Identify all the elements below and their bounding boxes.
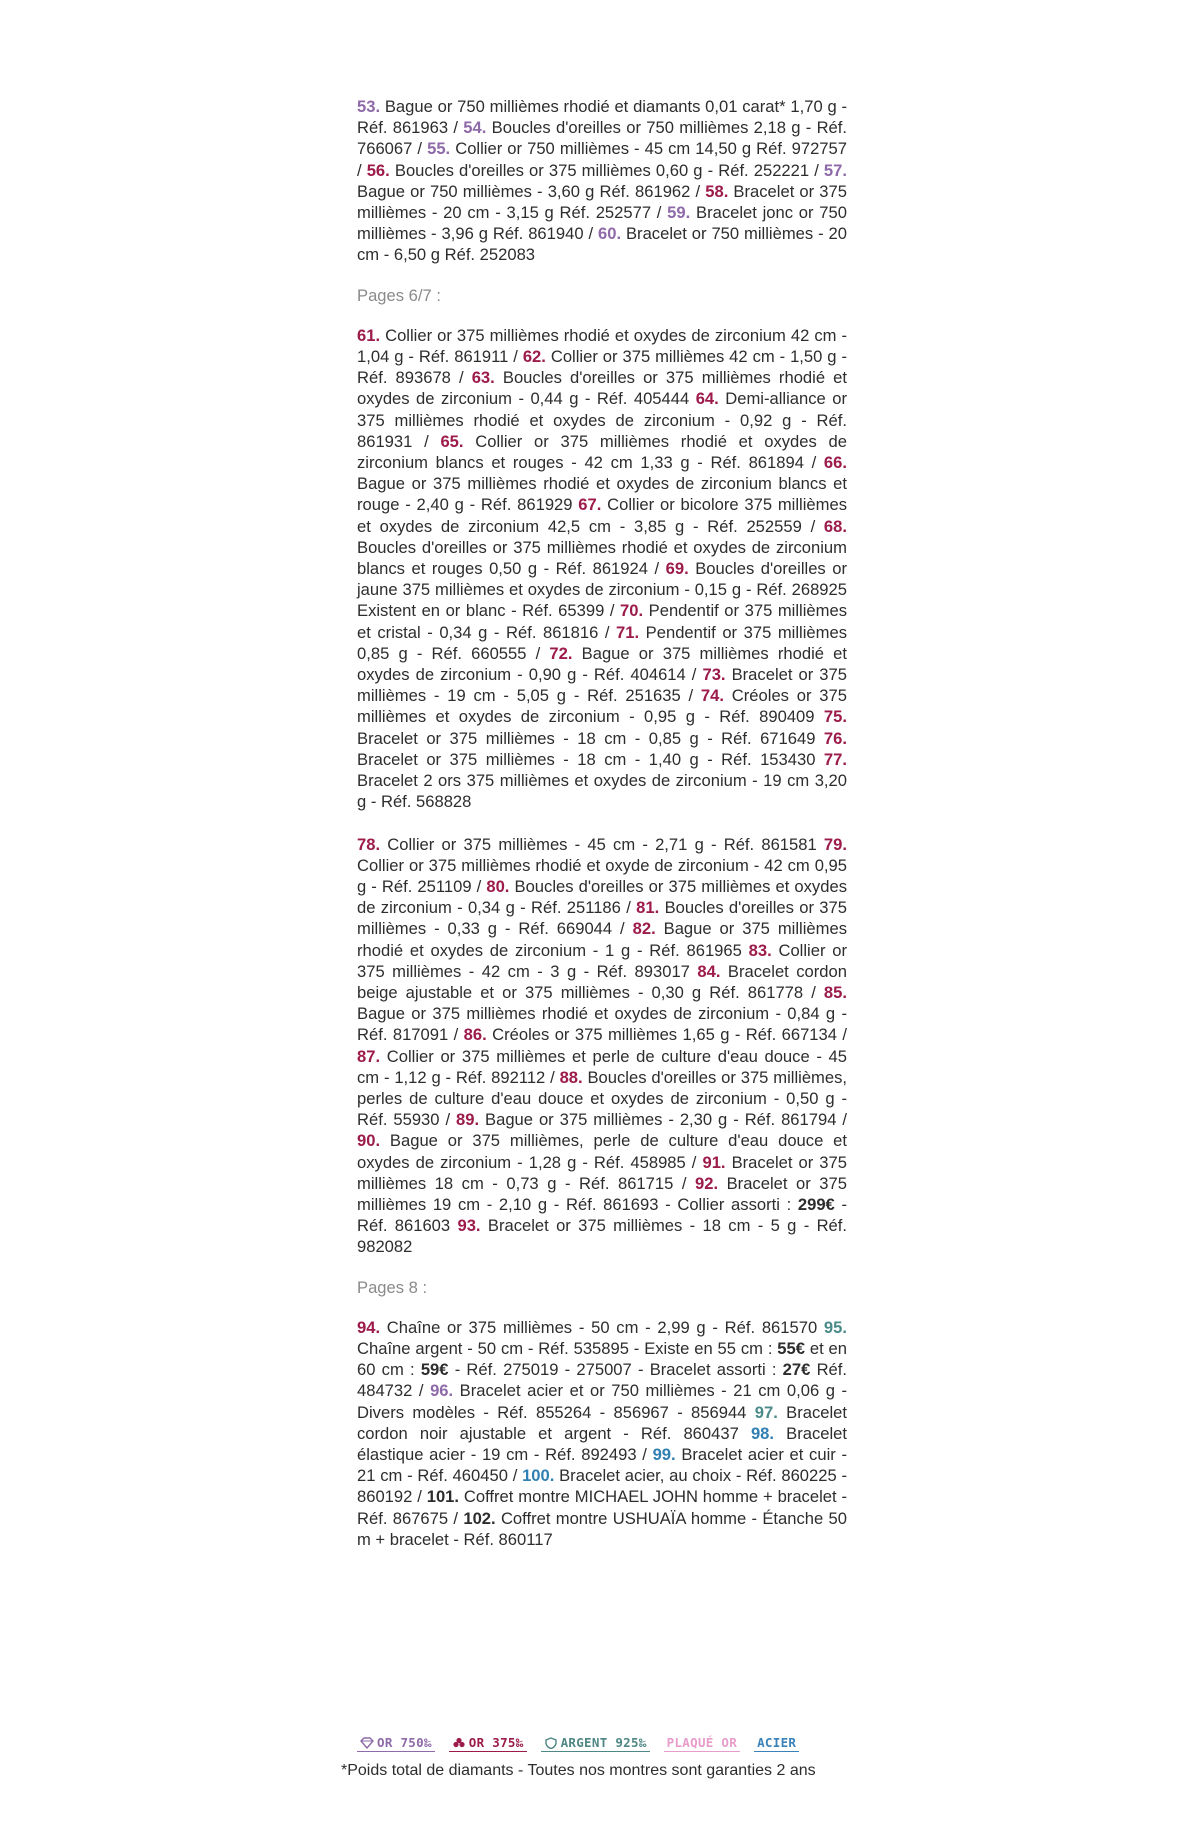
item-text: Boucles d'oreilles or 375 millièmes 0,60 g - Réf. 252221 /	[389, 160, 824, 180]
spacer	[357, 813, 847, 834]
item-price: 59€	[420, 1360, 449, 1380]
item-text: Collier or 375 millièmes rhodié et oxydes de zirconium blancs et rouges - 42 cm 1,33 g - Réf. 861894 /	[357, 431, 848, 473]
legend-tag-or375	[449, 1734, 527, 1752]
item-text: Boucles d'oreilles or 750 millièmes 2,18 g - Réf. 766067 /	[357, 118, 848, 159]
item-number: 69.	[665, 559, 689, 579]
product-descriptions	[357, 96, 847, 1550]
item-number: 81.	[636, 898, 660, 918]
item-text: et en 60 cm :	[357, 1338, 847, 1380]
item-number: 85.	[823, 982, 847, 1002]
legend-label: ACIER	[757, 1735, 797, 1750]
item-text: Bague or 375 millièmes rhodié et oxydes de zirconium blancs et rouge - 2,40 g - Réf. 861929	[357, 474, 847, 515]
shield-icon	[544, 1737, 558, 1749]
legend-label: OR 750‰	[377, 1735, 432, 1750]
item-text: Coffret montre USHUAÏA homme - Étanche 50 m + bracelet - Réf. 860117	[357, 1508, 847, 1549]
item-number: 86.	[463, 1025, 487, 1045]
item-text: Bague or 750 millièmes rhodié et diamants 0,01 carat* 1,70 g - Réf. 861963 /	[357, 97, 847, 138]
item-number: 59.	[667, 203, 691, 223]
item-text: Bracelet or 375 millièmes 19 cm - 2,10 g - Réf. 861693 - Collier assorti :	[357, 1173, 847, 1214]
item-number: 92.	[695, 1173, 719, 1193]
item-text: Bague or 375 millièmes - 2,30 g - Réf. 861794 /	[479, 1110, 847, 1130]
item-text: Collier or 375 millièmes rhodié et oxydes de zirconium 42 cm - 1,04 g - Réf. 861911 /	[357, 325, 847, 367]
section-title-pages-6-7: Pages 6/7 :	[357, 285, 441, 305]
item-number: 79.	[823, 834, 847, 854]
item-number: 78.	[357, 834, 381, 854]
item-number: 56.	[366, 160, 390, 180]
item-text: Pendentif or 375 millièmes et cristal - 0,34 g - Réf. 861816 /	[357, 601, 847, 642]
item-number: 84.	[697, 961, 721, 981]
item-number: 66.	[823, 453, 847, 473]
diamond-icon	[360, 1737, 374, 1749]
item-text: Boucles d'oreilles or jaune 375 millièmes et oxydes de zirconium - 0,15 g - Réf. 268925 Existent en or blanc - Réf. 65399 /	[357, 559, 847, 621]
item-text: Collier or 375 millièmes 42 cm - 1,50 g - Réf. 893678 /	[357, 347, 847, 388]
item-number: 80.	[486, 876, 510, 896]
item-number: 55.	[427, 139, 451, 159]
item-text: Bracelet cordon beige ajustable et or 375 millièmes - 0,30 g Réf. 861778 /	[357, 961, 847, 1002]
item-number: 87.	[357, 1046, 381, 1066]
item-number: 99.	[652, 1444, 676, 1464]
item-text: Bracelet or 375 millièmes 18 cm - 0,73 g - Réf. 861715 /	[357, 1152, 847, 1193]
item-text: Bracelet acier et or 750 millièmes - 21 cm 0,06 g - Divers modèles - Réf. 855264 - 856967 - 856944	[357, 1381, 847, 1422]
legend-tag-or750	[357, 1734, 435, 1752]
item-number: 68.	[823, 516, 847, 536]
item-number: 71.	[616, 622, 640, 642]
footnote: *Poids total de diamants - Toutes nos montres sont garanties 2 ans	[341, 1762, 816, 1779]
item-text: - Réf. 275019 - 275007 - Bracelet assorti :	[448, 1360, 783, 1380]
item-text: Bague or 375 millièmes rhodié et oxydes de zirconium - 0,84 g - Réf. 817091 /	[357, 1004, 847, 1045]
item-price: 27€	[782, 1360, 811, 1380]
legend-label: OR 375‰	[468, 1735, 524, 1750]
item-number: 64.	[695, 389, 719, 409]
item-number: 89.	[456, 1110, 480, 1130]
item-text: Chaîne or 375 millièmes - 50 cm - 2,99 g - Réf. 861570	[380, 1317, 824, 1337]
item-text: Bracelet acier, au choix - Réf. 860225 - 860192 /	[357, 1466, 847, 1507]
item-number: 60.	[598, 224, 622, 244]
item-number: 62.	[522, 347, 546, 367]
block-pages-4-5	[357, 96, 847, 266]
item-number: 82.	[632, 919, 656, 939]
legend-tag-argent	[541, 1734, 650, 1752]
item-text: Pendentif or 375 millièmes 0,85 g - Réf. 660555 /	[357, 622, 847, 663]
item-text: Bracelet or 375 millièmes - 18 cm - 1,40 g - Réf. 153430	[357, 749, 824, 769]
item-text: Bracelet jonc or 750 millièmes - 3,96 g Réf. 861940 /	[357, 203, 847, 244]
item-text: Créoles or 375 millièmes 1,65 g - Réf. 667134 /	[486, 1025, 847, 1045]
item-text: Bracelet or 375 millièmes - 18 cm - 0,85 g - Réf. 671649	[357, 728, 824, 748]
item-text: Collier or 375 millièmes rhodié et oxyde de zirconium - 42 cm 0,95 g - Réf. 251109 /	[357, 855, 847, 896]
item-number: 100.	[522, 1466, 555, 1486]
flower-icon	[452, 1737, 466, 1749]
item-number: 88.	[559, 1067, 583, 1087]
section-title-pages-8: Pages 8 :	[357, 1277, 428, 1297]
item-number: 57.	[823, 160, 847, 180]
item-number: 72.	[549, 643, 573, 663]
item-text: Collier or 375 millièmes - 45 cm - 2,71 g - Réf. 861581	[380, 834, 824, 854]
item-number: 58.	[705, 181, 729, 201]
item-text: Boucles d'oreilles or 375 millièmes rhodié et oxydes de zirconium - 0,44 g - Réf. 405444	[357, 368, 847, 409]
item-number: 73.	[702, 665, 726, 685]
item-text: Bague or 750 millièmes - 3,60 g Réf. 861962 /	[357, 181, 706, 201]
legend-label: ARGENT 925‰	[560, 1735, 647, 1750]
item-number: 65.	[440, 431, 464, 451]
item-price: 55€	[777, 1338, 805, 1358]
block-pages-6-7-b	[357, 834, 847, 1258]
item-number: 95.	[823, 1317, 847, 1337]
item-text: Créoles or 375 millièmes et oxydes de zirconium - 0,95 g - Réf. 890409	[357, 686, 847, 727]
item-text: Chaîne argent - 50 cm - Réf. 535895 - Existe en 55 cm :	[357, 1338, 778, 1358]
item-text: Boucles d'oreilles or 375 millièmes, perles de culture d'eau douce et oxydes de zirconium - 0,50 g - Réf. 55930 /	[357, 1067, 848, 1130]
item-number: 63.	[471, 368, 495, 388]
item-number: 74.	[700, 686, 724, 706]
item-number: 53.	[357, 97, 381, 116]
item-number: 96.	[430, 1381, 454, 1401]
item-text: Coffret montre MICHAEL JOHN homme + bracelet - Réf. 867675 /	[357, 1487, 847, 1528]
item-text: Bracelet élastique acier - 19 cm - Réf. 892493 /	[357, 1423, 847, 1464]
item-text: Réf. 484732 /	[357, 1360, 847, 1401]
item-number: 91.	[702, 1152, 726, 1172]
item-number: 77.	[823, 749, 847, 769]
item-text: Bracelet or 375 millièmes - 20 cm - 3,15 g Réf. 252577 /	[357, 181, 847, 223]
block-pages-8	[357, 1317, 847, 1550]
item-number: 90.	[357, 1131, 381, 1151]
item-text: Bague or 375 millièmes, perle de culture d'eau douce et oxydes de zirconium - 1,28 g - Réf. 458985 /	[357, 1131, 847, 1172]
legend-label: PLAQUÉ OR	[666, 1735, 738, 1750]
item-text: Boucles d'oreilles or 375 millièmes rhodié et oxydes de zirconium blancs et rouges 0,50 g - Réf. 861924 /	[357, 537, 847, 579]
item-text: Bracelet or 750 millièmes - 20 cm - 6,50 g Réf. 252083	[357, 224, 847, 265]
item-price: 299€	[797, 1194, 835, 1214]
item-number: 97.	[754, 1402, 778, 1422]
item-text: Collier or bicolore 375 millièmes et oxydes de zirconium 42,5 cm - 3,85 g - Réf. 252559 /	[357, 495, 848, 536]
item-text: Collier or 375 millièmes et perle de culture d'eau douce - 45 cm - 1,12 g - Réf. 892112 /	[357, 1046, 847, 1087]
item-text: Bracelet or 375 millièmes - 19 cm - 5,05 g - Réf. 251635 /	[357, 665, 847, 706]
item-text: Bracelet or 375 millièmes - 18 cm - 5 g - Réf. 982082	[357, 1216, 847, 1257]
item-number: 67.	[578, 495, 602, 515]
item-number: 98.	[750, 1423, 775, 1443]
item-number: 102.	[463, 1508, 496, 1528]
item-number: 94.	[357, 1317, 381, 1337]
item-number: 75.	[823, 707, 847, 727]
item-text: Bracelet 2 ors 375 millièmes et oxydes de zirconium - 19 cm 3,20 g - Réf. 568828	[357, 771, 847, 812]
item-text: Boucles d'oreilles or 375 millièmes - 0,33 g - Réf. 669044 /	[357, 898, 847, 939]
item-number: 76.	[823, 728, 847, 748]
item-text: Bague or 375 millièmes rhodié et oxydes de zirconium - 1 g - Réf. 861965	[357, 919, 847, 960]
item-text: Boucles d'oreilles or 375 millièmes et oxydes de zirconium - 0,34 g - Réf. 251186 /	[357, 876, 847, 918]
item-text: Demi-alliance or 375 millièmes rhodié et oxydes de zirconium - 0,92 g - Réf. 861931 /	[357, 389, 847, 451]
item-text: Bague or 375 millièmes rhodié et oxydes de zirconium - 0,90 g - Réf. 404614 /	[357, 643, 847, 685]
item-text: Collier or 750 millièmes - 45 cm 14,50 g Réf. 972757 /	[357, 139, 847, 180]
item-number: 54.	[463, 118, 487, 138]
item-text: Collier or 375 millièmes - 42 cm - 3 g - Réf. 893017	[357, 940, 847, 981]
block-pages-6-7-a	[357, 325, 847, 813]
item-text: Bracelet acier et cuir - 21 cm - Réf. 460450 /	[357, 1444, 847, 1486]
item-number: 70.	[620, 601, 644, 621]
legend-tag-acier	[754, 1734, 799, 1752]
item-number: 61.	[357, 325, 381, 345]
item-number: 93.	[457, 1216, 481, 1236]
item-number: 101.	[426, 1487, 460, 1507]
item-text: - Réf. 861603	[357, 1194, 847, 1236]
material-legend	[357, 1732, 847, 1754]
item-text: Bracelet cordon noir ajustable et argent - Réf. 860437	[357, 1402, 848, 1443]
legend-tag-plaque	[664, 1734, 740, 1752]
item-number: 83.	[748, 940, 772, 960]
